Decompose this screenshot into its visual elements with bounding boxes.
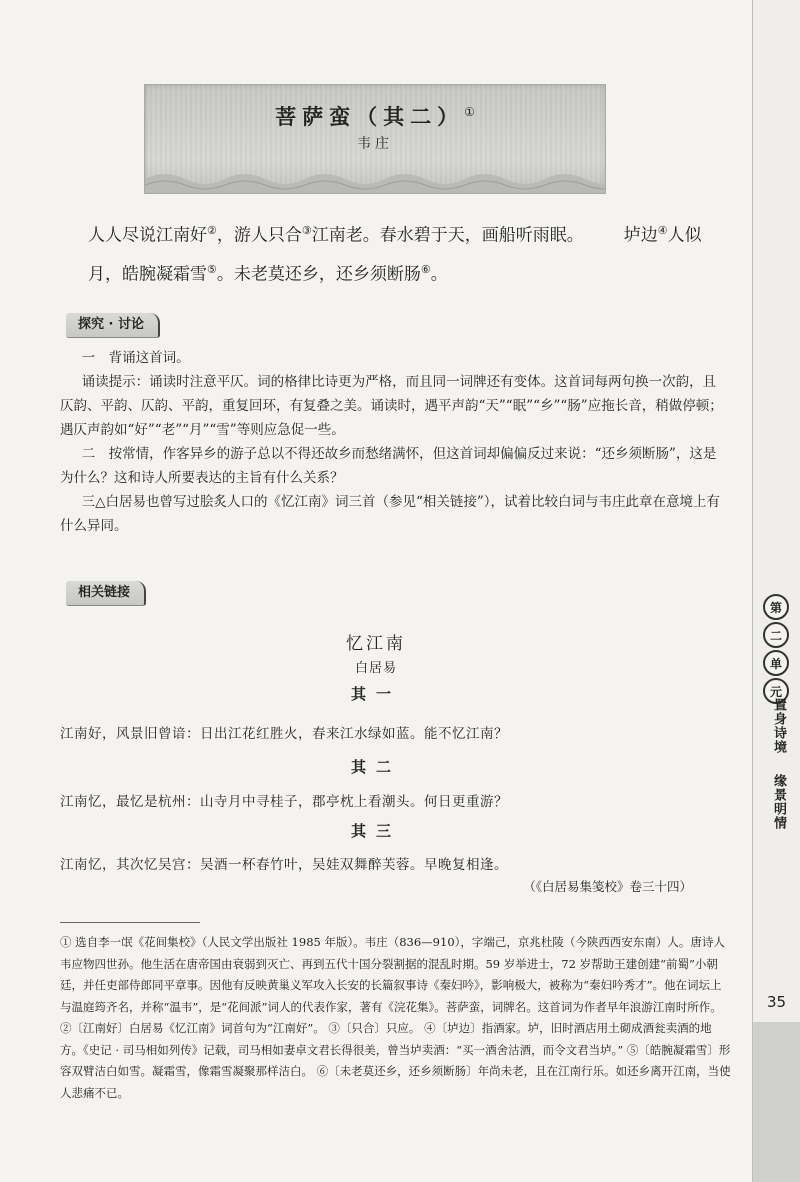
title-note: ① — [464, 105, 475, 119]
ref-poem-title: 忆江南 — [346, 634, 406, 654]
unit-badges — [761, 594, 791, 704]
unit-badge: 单 — [763, 650, 789, 676]
footnote-2: ②〔江南好〕白居易《忆江南》词首句为“江南好”。 — [60, 1021, 325, 1035]
poem-body: 人人尽说江南好②，游人只合③江南老。春水碧于天，画船听雨眠。 垆边④人似月，皓腕凝霜雪⑤。未老莫还乡，还乡须断肠⑥。 — [88, 224, 702, 285]
unit-badge: 二 — [763, 622, 789, 648]
footnote-4: ④〔垆边〕指酒家。垆，旧时酒店用土砌成酒瓮卖酒的地方。《史记 · 司马相如列传》记载，司马相如妻卓文君长得很美，曾当垆卖酒：“买一酒舍沽酒，而令文君当垆。” — [60, 1021, 712, 1057]
footnote-divider — [60, 922, 200, 923]
unit-badge: 元 — [763, 678, 789, 704]
ref-subtitle-1: 其一 — [350, 685, 401, 703]
footnote-6: ⑥〔未老莫还乡，还乡须断肠〕年尚未老，且在江南行乐。如还乡离开江南，当使人悲痛不已。 — [60, 1064, 731, 1100]
question-2: 二 按常情，作客异乡的游子总以不得还故乡而愁绪满怀，但这首词却偏偏反过来说：“还乡须断肠”，这是为什么？这和诗人所要表达的主旨有什么关系？ — [60, 446, 717, 486]
ref-subtitle-3: 其三 — [350, 822, 401, 840]
side-gray-block — [753, 1022, 800, 1182]
explore-section — [60, 346, 728, 538]
page-number: 35 — [766, 993, 787, 1011]
unit-badge: 第 — [763, 594, 789, 620]
ref-poem-line-1: 江南好，风景旧曾谙：日出江花红胜火，春来江水绿如蓝。能不忆江南？ — [60, 726, 508, 742]
footnotes — [60, 932, 732, 1104]
footnote-5: ⑤〔皓腕凝霜雪〕形容双臂洁白如雪。凝霜雪，像霜雪凝聚那样洁白。 — [60, 1042, 731, 1078]
footnotes-2-6 — [60, 1018, 732, 1104]
wave-decoration — [145, 165, 605, 193]
ref-poem-author: 白居易 — [354, 661, 397, 676]
ref-poem-line-3: 江南忆，其次忆吴宫：吴酒一杯春竹叶，吴娃双舞醉芙蓉。早晚复相逢。 — [60, 857, 508, 873]
unit-theme-1: 置身诗境 — [771, 698, 786, 754]
ref-poem-line-2: 江南忆，最忆是杭州：山寺月中寻桂子，郡亭枕上看潮头。何日更重游？ — [60, 794, 508, 810]
title-banner — [144, 84, 606, 194]
unit-theme-2: 缘景明情 — [771, 774, 786, 830]
explore-discuss-tag: 探究 · 讨论 — [66, 313, 160, 338]
poem-title: 菩萨蛮（其二）① — [275, 104, 475, 129]
ref-subtitle-2: 其二 — [350, 758, 401, 776]
question-3: 三△白居易也曾写过脍炙人口的《忆江南》词三首（参见“相关链接”），试着比较白词与韦庄此章在意境上有什么异同。 — [60, 494, 721, 534]
poem-author: 韦庄 — [357, 136, 393, 152]
reading-hint: 诵读提示：诵读时注意平仄。词的格律比诗更为严格，而且同一词牌还有变体。这首词每两句换一次韵，且仄韵、平韵、仄韵、平韵，重复回环，有复叠之美。诵读时，遇平声韵“天”“眠”“乡”“肠”应拖长音，稍做停顿；遇仄声韵如“好”“老”“月”“雪”等则应急促一些。 — [60, 374, 723, 438]
ref-source: （《白居易集笺校》卷三十四） — [523, 879, 692, 894]
footnote-1: ① 选自李一氓《花间集校》（人民文学出版社 1985 年版）。韦庄（836—910），字端己，京兆杜陵（今陕西西安东南）人。唐诗人韦应物四世孙。他生活在唐帝国由衰弱到灭亡、再到五代十国分裂割据的混乱时期。59 岁举进士，72 岁帮助王建创建“前蜀”小朝廷，并任吏部侍郎同平章事。因他有反映黄巢义军攻入长安的长篇叙事诗《秦妇吟》，影响极大，被称为“秦妇吟秀才”。他在词坛上与温庭筠齐名，并称“温韦”，是“花间派”词人的代表作家，著有《浣花集》。菩萨蛮，词牌名。这首词为作者早年浪游江南时所作。 — [60, 935, 725, 1014]
footnote-3: ③〔只合〕只应。 — [328, 1021, 421, 1035]
related-links-tag: 相关链接 — [66, 581, 146, 606]
question-1: 一 背诵这首词。 — [81, 350, 190, 366]
